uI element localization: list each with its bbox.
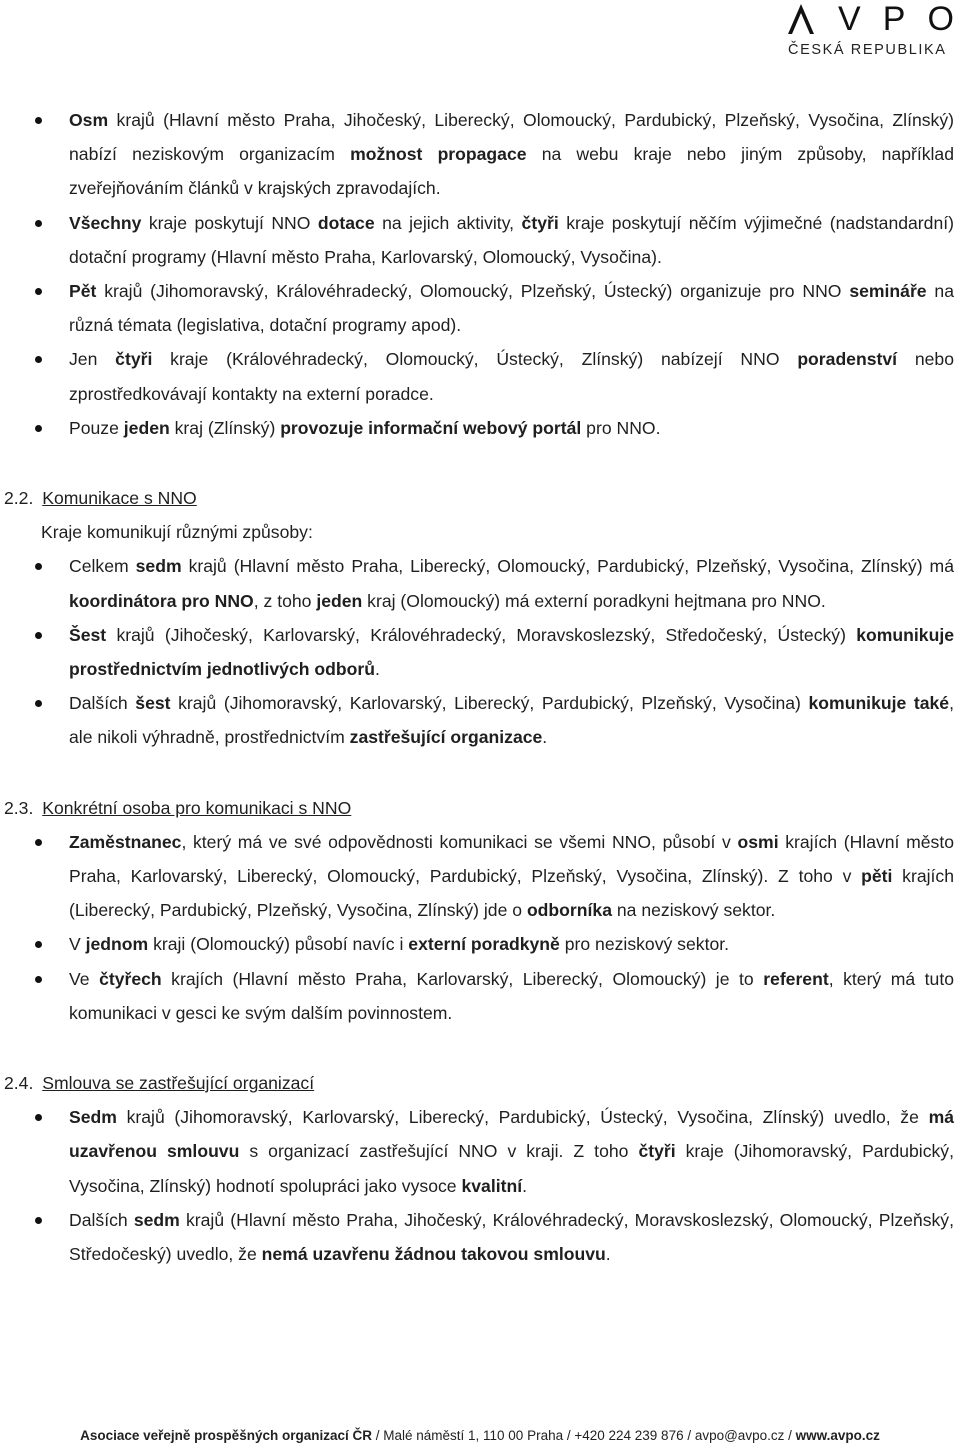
bullet-list [0, 103, 954, 445]
bold-text: jednom [85, 934, 149, 955]
bold-text: čtyři [521, 212, 559, 233]
text-run: nebo zprostředkovávají kontakty na externí poradce. [69, 349, 954, 404]
section-number: 2.2. [4, 488, 34, 509]
spacer [0, 1030, 954, 1046]
section-title: Smlouva se zastřešující organizací [42, 1073, 315, 1094]
logo-wordmark [786, 0, 954, 38]
spacer [0, 445, 954, 461]
bold-text: sedm [133, 1209, 180, 1230]
section-heading [0, 791, 954, 825]
text-run: . [522, 1175, 527, 1196]
logo-letter-o: O [927, 0, 954, 38]
text-run: , z toho [253, 590, 317, 611]
text-run: kraj (Olomoucký) má externí poradkyni hejtmana pro NNO. [362, 590, 826, 611]
bold-text: Šest [69, 624, 107, 645]
bold-text: Zaměstnanec [69, 831, 182, 852]
list-item [0, 411, 954, 445]
footer-org: Asociace veřejně prospěšných organizací ČR [80, 1428, 372, 1443]
list-item [0, 825, 954, 928]
list-item [0, 342, 954, 410]
text-run: na webu kraje nebo jiným způsoby, například zveřejňováním článků v krajských zpravodajích. [69, 144, 954, 199]
list-item [0, 549, 954, 617]
section-number: 2.3. [4, 797, 34, 818]
logo-subtitle: ČESKÁ REPUBLIKA [788, 42, 947, 58]
bullet-list [0, 825, 954, 1030]
text-run: pro neziskový sektor. [559, 934, 730, 955]
text-run: na neziskový sektor. [611, 900, 776, 921]
text-run: Pouze [69, 417, 124, 438]
bold-text: provozuje informační webový portál [280, 417, 582, 438]
section-heading [0, 1066, 954, 1100]
list-item [0, 962, 954, 1030]
text-run: . [374, 659, 380, 680]
bold-text: nemá uzavřenu žádnou takovou smlouvu [261, 1244, 606, 1265]
bullet-list [0, 1100, 954, 1271]
footer-web: www.avpo.cz [795, 1428, 880, 1443]
bold-text: semináře [849, 281, 927, 302]
text-run: Jen [69, 349, 116, 370]
section-intro: Kraje komunikují různými způsoby: [41, 522, 313, 543]
bold-text: komunikuje prostřednictvím jednotlivých odborů [69, 624, 954, 680]
text-run: , který má ve své odpovědnosti komunikaci se všemi NNO, působí v [181, 831, 738, 852]
list-item [0, 103, 954, 206]
text-run: krajů (Jihomoravský, Karlovarský, Liberecký, Pardubický, Plzeňský, Vysočina) [170, 693, 809, 714]
bold-text: šest [135, 693, 171, 714]
list-item [0, 1100, 954, 1203]
text-run: krajích (Hlavní město Praha, Karlovarský, Liberecký, Olomoucký, Pardubický, Plzeňský, Vysočina, Zlínský). Z toho v [69, 831, 955, 887]
text-run: na různá témata (legislativa, dotační programy apod). [69, 281, 954, 336]
logo-letter-v: V [838, 0, 861, 38]
text-run: . [605, 1244, 611, 1265]
bold-text: referent [763, 968, 829, 989]
section-heading [0, 481, 954, 515]
text-run: kraje poskytují NNO [141, 212, 318, 233]
bold-text: čtyři [115, 349, 153, 370]
bold-text: Sedm [69, 1107, 117, 1128]
bold-text: Všechny [69, 212, 142, 233]
text-run: kraji (Olomoucký) působí navíc i [148, 934, 409, 955]
section-title: Konkrétní osoba pro komunikaci s NNO [42, 797, 352, 818]
bold-text: osmi [737, 831, 779, 852]
text-run: , ale nikoli výhradně, prostřednictvím [69, 693, 954, 748]
bold-text: externí poradkyně [408, 934, 560, 955]
bold-text: Osm [69, 110, 109, 130]
text-run: kraje (Královéhradecký, Olomoucký, Ústecký, Zlínský) nabízejí NNO [152, 349, 798, 370]
text-run: krajů (Hlavní město Praha, Jihočeský, Liberecký, Olomoucký, Pardubický, Plzeňský, Vysočina, Zlínský) nabízí neziskovým organizacím [69, 110, 954, 165]
section-number: 2.4. [4, 1073, 34, 1094]
text-run: kraj (Zlínský) [169, 417, 281, 438]
text-run: Ve [69, 968, 100, 989]
avpo-logo [780, 0, 960, 70]
text-run: Dalších [69, 1209, 134, 1230]
text-run: kraje poskytují něčím výjimečné (nadstandardní) dotační programy (Hlavní město Praha, Karlovarský, Olomoucký, Vysočina). [69, 212, 954, 267]
text-run: kraje (Jihomoravský, Pardubický, Vysočina, Zlínský) hodnotí spolupráci jako vysoce [69, 1141, 954, 1196]
text-run: V [69, 934, 86, 955]
list-item [0, 1203, 954, 1271]
document-body [0, 103, 960, 1271]
bold-text: sedm [135, 556, 182, 577]
bold-text: možnost propagace [350, 144, 527, 165]
text-run: krajích (Liberecký, Pardubický, Plzeňský, Vysočina, Zlínský) jde o [69, 866, 954, 921]
bold-text: pěti [861, 866, 893, 887]
bullet-list [0, 549, 954, 754]
bold-text: koordinátora pro NNO [69, 590, 254, 611]
bold-text: poradenství [797, 349, 898, 370]
bold-text: čtyři [638, 1141, 676, 1162]
bold-text: odborníka [526, 900, 612, 921]
logo-letter-p: P [882, 0, 906, 38]
bold-text: má uzavřenou smlouvu [69, 1107, 954, 1162]
bold-text: Pět [69, 281, 97, 302]
bold-text: čtyřech [99, 968, 162, 989]
footer-details: / Malé náměstí 1, 110 00 Praha / +420 224 239 876 / avpo@avpo.cz / [371, 1428, 796, 1443]
text-run: s organizací zastřešující NNO v kraji. Z toho [239, 1141, 639, 1162]
page-footer [0, 1428, 960, 1443]
bold-text: dotace [317, 212, 375, 233]
list-item [0, 927, 954, 961]
text-run: krajů (Hlavní město Praha, Liberecký, Olomoucký, Pardubický, Plzeňský, Vysočina, Zlínský) má [181, 556, 954, 577]
section-title: Komunikace s NNO [42, 488, 197, 509]
spacer [0, 755, 954, 771]
bold-text: jeden [123, 417, 170, 438]
text-run: pro NNO. [581, 417, 661, 438]
text-run: krajů (Jihomoravský, Karlovarský, Liberecký, Pardubický, Ústecký, Vysočina, Zlínský) uvedlo, že [116, 1107, 929, 1128]
text-run: na jejich aktivity, [374, 212, 522, 233]
logo-a-mark [786, 0, 816, 38]
text-run: Dalších [69, 693, 136, 714]
bold-text: kvalitní [461, 1175, 523, 1196]
bold-text: komunikuje také [808, 693, 950, 714]
text-run: Celkem [69, 556, 136, 577]
bold-text: zastřešující organizace [349, 727, 543, 748]
text-run: krajů (Hlavní město Praha, Jihočeský, Královéhradecký, Moravskoslezský, Olomoucký, Plzeňský, Středočeský) uvedlo, že [69, 1209, 954, 1265]
list-item [0, 618, 954, 686]
text-run: krajů (Jihomoravský, Královéhradecký, Olomoucký, Plzeňský, Ústecký) organizuje pro NNO [96, 281, 850, 302]
list-item [0, 206, 954, 274]
text-run: , který má tuto komunikaci v gesci ke svým dalším povinnostem. [69, 968, 955, 1023]
list-item [0, 274, 954, 342]
list-item [0, 686, 954, 754]
bold-text: jeden [316, 590, 363, 611]
text-run: . [542, 727, 548, 748]
text-run: krajů (Jihočeský, Karlovarský, Královéhradecký, Moravskoslezský, Středočeský, Ústecký) [106, 624, 857, 645]
text-run: krajích (Hlavní město Praha, Karlovarský, Liberecký, Olomoucký) je to [161, 968, 764, 989]
